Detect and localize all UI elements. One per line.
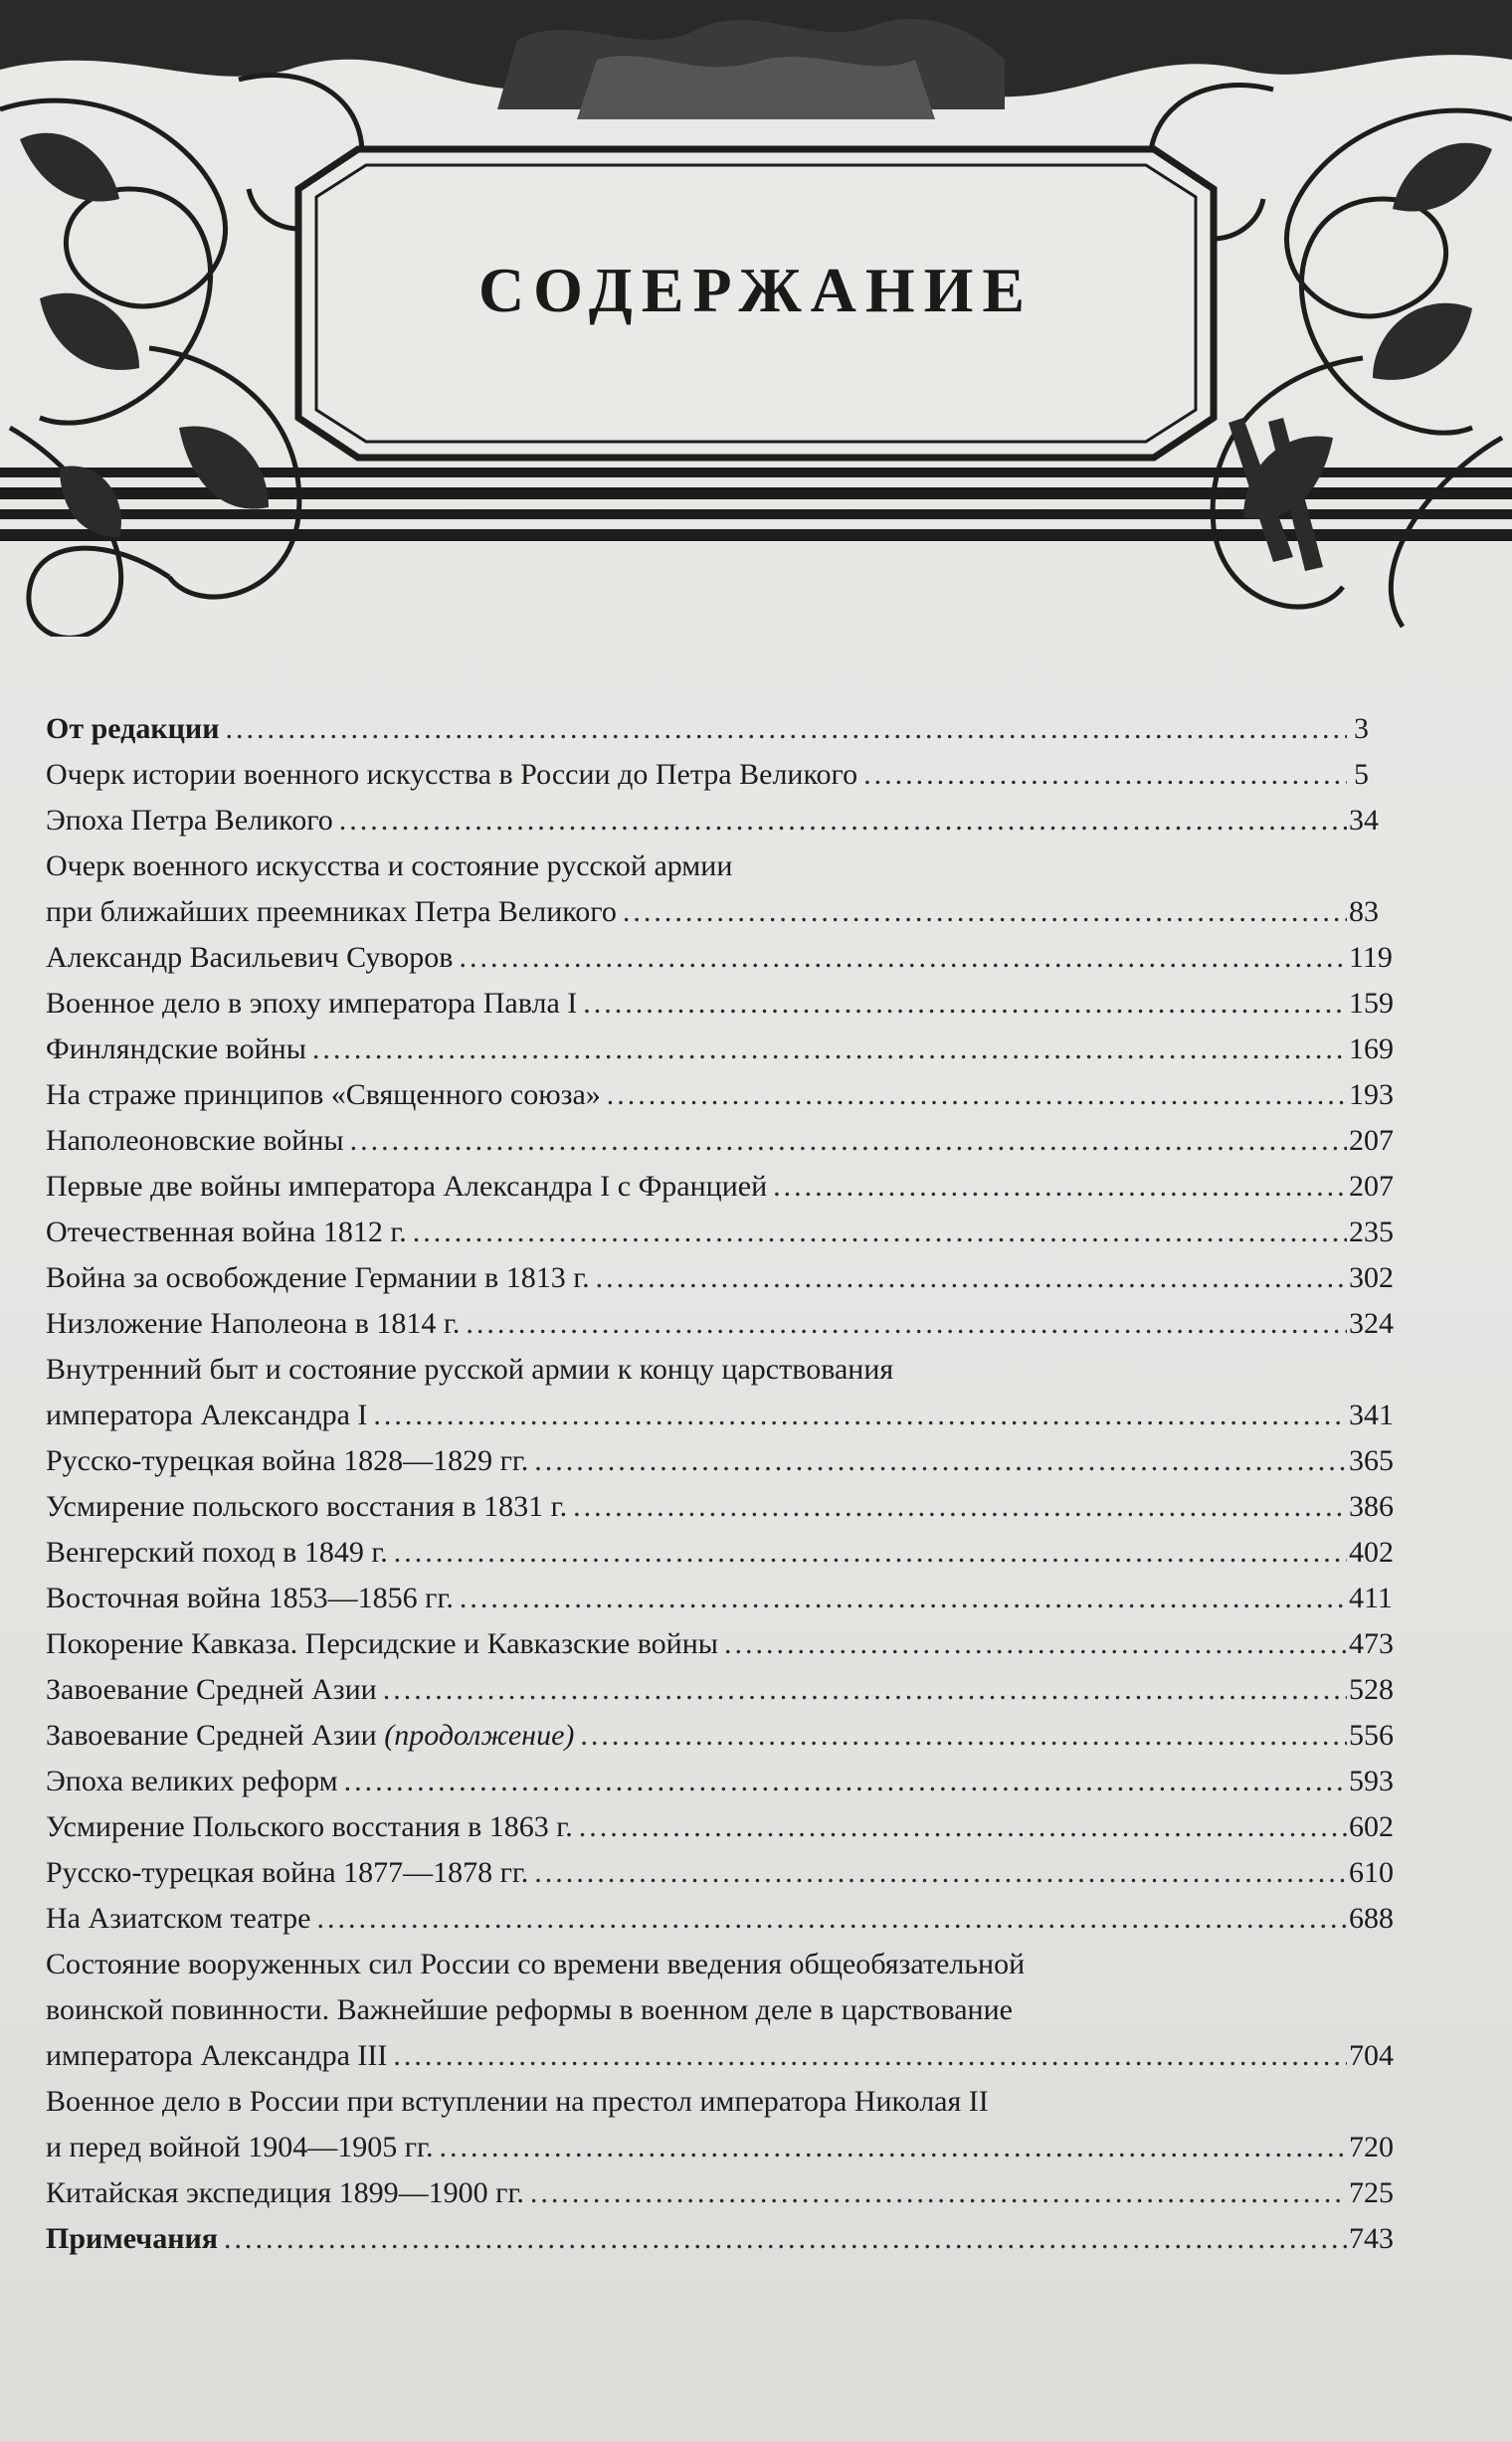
toc-entry-title: Венгерский поход в 1849 г. <box>46 1536 388 1569</box>
toc-entry-title: и перед войной 1904—1905 гг. <box>46 2131 434 2163</box>
toc-entry-title: императора Александра III <box>46 2039 388 2072</box>
toc-entry-row <box>46 1393 1394 1438</box>
toc-entry-title: Война за освобождение Германии в 1813 г. <box>46 1261 590 1294</box>
dot-leader <box>863 752 1347 798</box>
toc-page-number: 402 <box>1349 1536 1394 1569</box>
dot-leader <box>339 798 1347 844</box>
toc-page-number: 324 <box>1349 1307 1394 1340</box>
dot-leader <box>623 889 1347 935</box>
toc-entry-title: Очерк истории военного искусства в России до Петра Великого <box>46 758 858 791</box>
toc-page-number: 528 <box>1349 1673 1394 1706</box>
toc-entry <box>46 2216 1394 2262</box>
toc-entry-row <box>46 1210 1394 1255</box>
toc-entry-title: Восточная война 1853—1856 гг. <box>46 1582 454 1614</box>
toc-page-number: 302 <box>1349 1261 1394 1294</box>
dot-leader <box>394 1530 1347 1576</box>
toc-entry-title: На страже принципов «Священного союза» <box>46 1078 601 1111</box>
dot-leader <box>580 1713 1347 1759</box>
toc-entry-row <box>46 798 1379 844</box>
toc-entry-title: Русско-турецкая война 1828—1829 гг. <box>46 1444 529 1477</box>
toc-page-number: 34 <box>1349 804 1379 837</box>
dot-leader <box>350 1118 1347 1164</box>
dot-leader <box>383 1667 1347 1713</box>
dot-leader <box>573 1484 1347 1530</box>
toc-page-number: 119 <box>1349 941 1393 974</box>
dot-leader <box>466 1301 1347 1347</box>
dot-leader <box>596 1255 1347 1301</box>
toc-entry <box>46 2170 1394 2216</box>
dot-leader <box>773 1164 1347 1210</box>
dot-leader <box>579 1804 1347 1850</box>
dot-leader <box>373 1393 1347 1438</box>
toc-entry-title: Русско-турецкая война 1877—1878 гг. <box>46 1856 529 1889</box>
dot-leader <box>607 1072 1347 1118</box>
toc-entry-title: при ближайших преемниках Петра Великого <box>46 895 617 928</box>
toc-entry <box>46 1164 1394 1210</box>
toc-entry-title: Низложение Наполеона в 1814 г. <box>46 1307 461 1340</box>
toc-entry-title: От редакции <box>46 712 220 745</box>
toc-entry-title: Усмирение Польского восстания в 1863 г. <box>46 1810 573 1843</box>
toc-page-number: 207 <box>1349 1124 1394 1157</box>
dot-leader <box>413 1210 1347 1255</box>
toc-entry-row <box>46 706 1369 752</box>
toc-entry <box>46 1667 1394 1713</box>
toc-entry-title: Отечественная война 1812 г. <box>46 1216 407 1248</box>
toc-entry-title: Военное дело в эпоху императора Павла I <box>46 987 578 1020</box>
toc-entry <box>46 1576 1393 1621</box>
dot-leader <box>534 1438 1347 1484</box>
toc-page-number: 365 <box>1349 1444 1394 1477</box>
toc-entry-row <box>46 1759 1394 1804</box>
toc-entry <box>46 706 1369 752</box>
toc-entry <box>46 1118 1394 1164</box>
toc-entry-row <box>46 1164 1394 1210</box>
toc-entry-title: Покорение Кавказа. Персидские и Кавказские войны <box>46 1627 718 1660</box>
toc-entry-row <box>46 1484 1394 1530</box>
toc-entry <box>46 1072 1394 1118</box>
toc-entry-row <box>46 2216 1394 2262</box>
toc-entry-row <box>46 1667 1394 1713</box>
toc-entry <box>46 752 1369 798</box>
dot-leader <box>224 2216 1347 2262</box>
toc-entry-title: Финляндские войны <box>46 1033 306 1065</box>
toc-page-number: 593 <box>1349 1765 1394 1797</box>
toc-entry-row <box>46 1255 1394 1301</box>
toc-entry-title-line: Очерк военного искусства и состояние русской армии <box>46 849 733 882</box>
toc-entry-title: Примечания <box>46 2222 219 2255</box>
dot-leader <box>583 981 1347 1027</box>
toc-entry <box>46 1210 1394 1255</box>
toc-entry-row <box>46 1438 1394 1484</box>
toc-entry-row <box>46 752 1369 798</box>
toc-entry <box>46 1896 1394 1942</box>
dot-leader <box>460 1576 1347 1621</box>
table-of-contents <box>46 706 1394 2262</box>
toc-entry-title: Первые две войны императора Александра I с Францией <box>46 1170 768 1203</box>
toc-entry-row <box>46 1850 1394 1896</box>
toc-page-number: 341 <box>1349 1399 1394 1431</box>
toc-entry-title: Завоевание Средней Азии <box>46 1673 377 1706</box>
toc-page-number: 159 <box>1349 987 1394 1020</box>
toc-page-number: 411 <box>1349 1582 1393 1614</box>
toc-entry <box>46 2079 1394 2170</box>
toc-entry-row <box>46 935 1393 981</box>
toc-entry <box>46 981 1394 1027</box>
toc-page-number: 704 <box>1349 2039 1394 2072</box>
toc-entry-title: Эпоха великих реформ <box>46 1765 338 1797</box>
toc-entry <box>46 1255 1394 1301</box>
toc-page-number: 720 <box>1349 2131 1394 2163</box>
dot-leader <box>393 2033 1347 2079</box>
toc-entry <box>46 1759 1394 1804</box>
toc-entry-title-line: Военное дело в России при вступлении на престол императора Николая II <box>46 2085 989 2118</box>
toc-entry <box>46 1530 1394 1576</box>
toc-page-number: 193 <box>1349 1078 1394 1111</box>
toc-entry-row <box>46 1027 1394 1072</box>
toc-entry <box>46 1942 1394 2079</box>
toc-entry <box>46 1713 1394 1759</box>
toc-page-number: 556 <box>1349 1719 1394 1752</box>
toc-entry-row <box>46 1713 1394 1759</box>
toc-entry-title: Эпоха Петра Великого <box>46 804 333 837</box>
toc-page-number: 169 <box>1349 1033 1394 1065</box>
toc-entry-row <box>46 1621 1394 1667</box>
toc-entry-row <box>46 889 1379 935</box>
toc-entry-row <box>46 981 1394 1027</box>
dot-leader <box>724 1621 1347 1667</box>
toc-entry <box>46 1301 1394 1347</box>
toc-page-number: 602 <box>1349 1810 1394 1843</box>
dot-leader <box>530 2170 1347 2216</box>
toc-entry-row <box>46 1301 1394 1347</box>
toc-entry <box>46 1850 1394 1896</box>
toc-entry-title: Александр Васильевич Суворов <box>46 941 454 974</box>
toc-entry-row <box>46 1530 1394 1576</box>
toc-page-number: 386 <box>1349 1490 1394 1523</box>
toc-entry-title: Усмирение польского восстания в 1831 г. <box>46 1490 568 1523</box>
toc-entry-row <box>46 2125 1394 2170</box>
toc-entry <box>46 1804 1394 1850</box>
toc-page-number: 688 <box>1349 1902 1394 1935</box>
toc-entry <box>46 1347 1394 1438</box>
toc-entry-row <box>46 2033 1394 2079</box>
dot-leader <box>534 1850 1347 1896</box>
dot-leader <box>226 706 1348 752</box>
toc-page-number: 725 <box>1349 2176 1394 2209</box>
toc-entry-title-line: Внутренний быт и состояние русской армии к концу царствования <box>46 1353 894 1386</box>
toc-entry <box>46 1027 1394 1072</box>
toc-page-number: 83 <box>1349 895 1379 928</box>
toc-entry <box>46 1621 1394 1667</box>
toc-entry-title: Завоевание Средней Азии (продолжение) <box>46 1719 575 1752</box>
toc-entry <box>46 1484 1394 1530</box>
toc-entry-row <box>46 1804 1394 1850</box>
toc-page-number: 610 <box>1349 1856 1394 1889</box>
toc-page-number: 207 <box>1349 1170 1394 1203</box>
toc-entry <box>46 798 1379 844</box>
toc-page-number: 3 <box>1354 712 1369 745</box>
toc-entry <box>46 1438 1394 1484</box>
dot-leader <box>439 2125 1347 2170</box>
toc-entry-row <box>46 1896 1394 1942</box>
toc-page-number: 743 <box>1349 2222 1394 2255</box>
ornamental-header <box>0 0 1512 637</box>
toc-entry <box>46 935 1393 981</box>
dot-leader <box>316 1896 1347 1942</box>
toc-entry-title-italic: (продолжение) <box>376 1719 575 1752</box>
toc-entry-title: Китайская экспедиция 1899—1900 гг. <box>46 2176 524 2209</box>
toc-entry <box>46 844 1379 935</box>
toc-entry-row <box>46 2170 1394 2216</box>
toc-entry-title: На Азиатском театре <box>46 1902 311 1935</box>
page-title: СОДЕРЖАНИЕ <box>477 255 1035 325</box>
toc-entry-row <box>46 1118 1394 1164</box>
toc-entry-title: императора Александра I <box>46 1399 368 1431</box>
toc-entry-title: Наполеоновские войны <box>46 1124 344 1157</box>
toc-entry-title-line: воинской повинности. Важнейшие реформы в военном деле в царствование <box>46 1993 1013 2026</box>
dot-leader <box>344 1759 1347 1804</box>
toc-entry-title-line: Состояние вооруженных сил России со времени введения общеобязательной <box>46 1948 1026 1980</box>
toc-page-number: 5 <box>1354 758 1369 791</box>
toc-page-number: 473 <box>1349 1627 1394 1660</box>
dot-leader <box>459 935 1347 981</box>
dot-leader <box>312 1027 1347 1072</box>
toc-entry-row <box>46 1072 1394 1118</box>
toc-page-number: 235 <box>1349 1216 1394 1248</box>
toc-entry-row <box>46 1576 1393 1621</box>
